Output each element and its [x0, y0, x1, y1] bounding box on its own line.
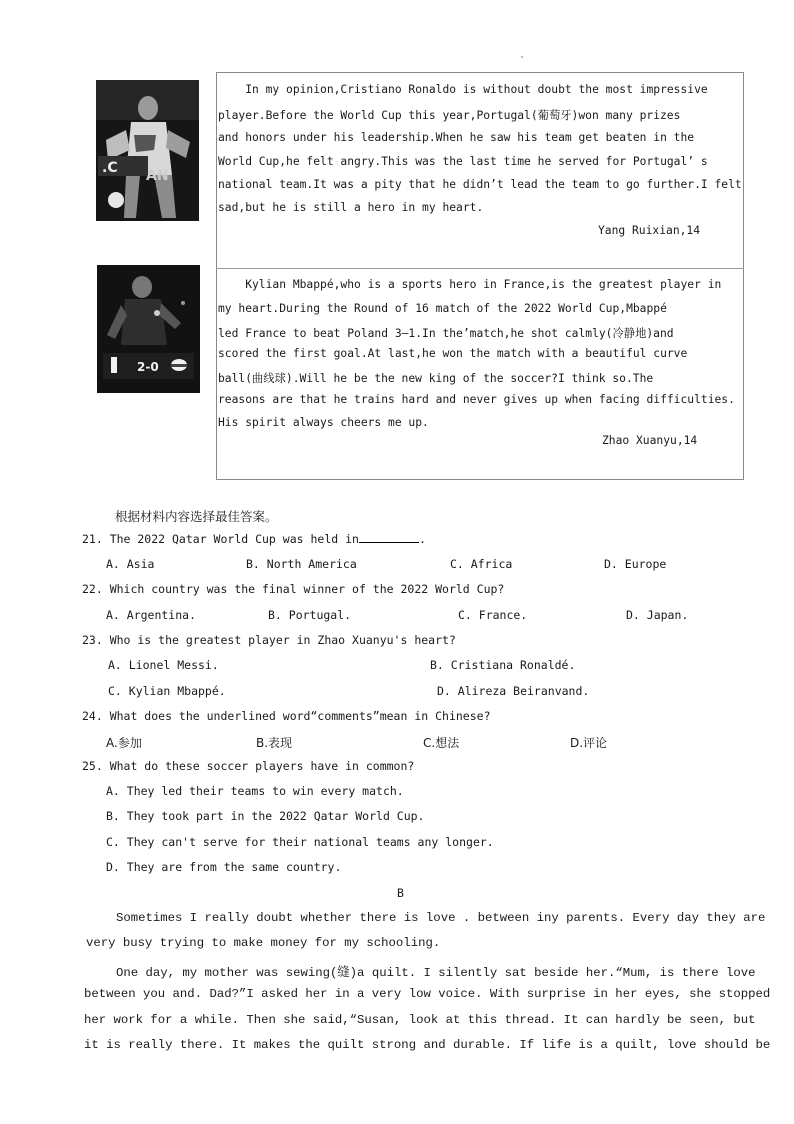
answer-blank[interactable]: [359, 531, 419, 543]
passage-divider: [216, 268, 744, 269]
question-stem-end: .: [418, 532, 426, 546]
entry1-line: player.Before the World Cup this year,Portugal(葡萄牙)won many prizes: [218, 109, 681, 122]
question-24-stem: 24. What does the underlined word“comments”mean in Chinese?: [82, 709, 491, 723]
entry1-line: In my opinion,Cristiano Ronaldo is without doubt the most impressive: [218, 83, 708, 96]
ronaldo-photo: [96, 80, 199, 221]
option[interactable]: A.参加: [106, 736, 142, 750]
option[interactable]: D. Europe: [604, 557, 667, 571]
page-mark-dot: [521, 56, 523, 58]
passage-b-line: between you and. Dad?”I asked her in a very low voice. With surprise in her eyes, she stopped: [84, 987, 771, 1001]
instruction-text: 根据材料内容选择最佳答案。: [115, 509, 278, 524]
entry1-line: and honors under his leadership.When he saw his team get beaten in the: [218, 131, 695, 144]
option[interactable]: D. Alireza Beiranvand.: [437, 684, 590, 698]
entry2-signature: Zhao Xuanyu,14: [602, 434, 698, 447]
passage-b-line: One day, my mother was sewing(缝)a quilt. I silently sat beside her.“Mum, is there love: [116, 966, 756, 980]
entry1-line: World Cup,he felt angry.This was the last time he served for Portugal’ s: [218, 155, 708, 168]
question-23-stem: 23. Who is the greatest player in Zhao Xuanyu's heart?: [82, 633, 456, 647]
option[interactable]: C. Africa: [450, 557, 513, 571]
entry2-line: my heart.During the Round of 16 match of the 2022 World Cup,Mbappé: [218, 302, 667, 315]
option[interactable]: A. Asia: [106, 557, 155, 571]
option[interactable]: D. They are from the same country.: [106, 860, 342, 874]
entry2-line: reasons are that he trains hard and never gives up when facing difficulties.: [218, 393, 735, 406]
ronaldo-photo-graphic: [96, 80, 199, 221]
option[interactable]: C.想法: [423, 736, 460, 750]
svg-text:.C: .C: [102, 160, 118, 176]
entry2-line: Kylian Mbappé,who is a sports hero in France,is the greatest player in: [218, 278, 722, 291]
passage-b-line: very busy trying to make money for my schooling.: [86, 936, 441, 950]
section-b-label: B: [397, 886, 404, 900]
option[interactable]: B. They took part in the 2022 Qatar World Cup.: [106, 809, 425, 823]
option[interactable]: B.表现: [256, 736, 293, 750]
svg-text:AN: AN: [146, 168, 169, 184]
option[interactable]: C. France.: [458, 608, 528, 622]
photo-score: 2-0: [137, 360, 159, 374]
question-stem-text: 21. The 2022 Qatar World Cup was held in: [82, 532, 359, 546]
entry2-line: led France to beat Poland 3—1.In the’match,he shot calmly(冷静地)and: [218, 327, 674, 340]
option[interactable]: B. North America: [246, 557, 357, 571]
option[interactable]: A. They led their teams to win every match.: [106, 784, 404, 798]
question-21-stem: [82, 531, 426, 546]
entry1-line: national team.It was a pity that he didn’t lead the team to go further.I felt: [218, 178, 742, 191]
option[interactable]: B. Portugal.: [268, 608, 352, 622]
option[interactable]: D. Japan.: [626, 608, 689, 622]
option[interactable]: A. Lionel Messi.: [108, 658, 219, 672]
option[interactable]: D.评论: [570, 736, 608, 750]
option[interactable]: C. Kylian Mbappé.: [108, 684, 226, 698]
option[interactable]: C. They can't serve for their national teams any longer.: [106, 835, 494, 849]
entry2-line: His spirit always cheers me up.: [218, 416, 429, 429]
mbappe-photo: [97, 265, 200, 393]
option[interactable]: B. Cristiana Ronaldé.: [430, 658, 576, 672]
passage-b-line: her work for a while. Then she said,“Susan, look at this thread. It can hardly be seen, but: [84, 1013, 756, 1027]
mbappe-photo-graphic: [97, 265, 200, 393]
question-22-stem: 22. Which country was the final winner of the 2022 World Cup?: [82, 582, 505, 596]
passage-b-line: it is really there. It makes the quilt strong and durable. If life is a quilt, love should be: [84, 1038, 771, 1052]
entry2-line: ball(曲线球).Will he be the new king of the soccer?I think so.The: [218, 372, 654, 385]
option[interactable]: A. Argentina.: [106, 608, 197, 622]
entry1-signature: Yang Ruixian,14: [598, 224, 701, 237]
passage-b-line: Sometimes I really doubt whether there is love . between iny parents. Every day they are: [116, 911, 766, 925]
entry2-line: scored the first goal.At last,he won the match with a beautiful curve: [218, 347, 688, 360]
entry1-line: sad,but he is still a hero in my heart.: [218, 201, 484, 214]
question-25-stem: 25. What do these soccer players have in common?: [82, 759, 415, 773]
